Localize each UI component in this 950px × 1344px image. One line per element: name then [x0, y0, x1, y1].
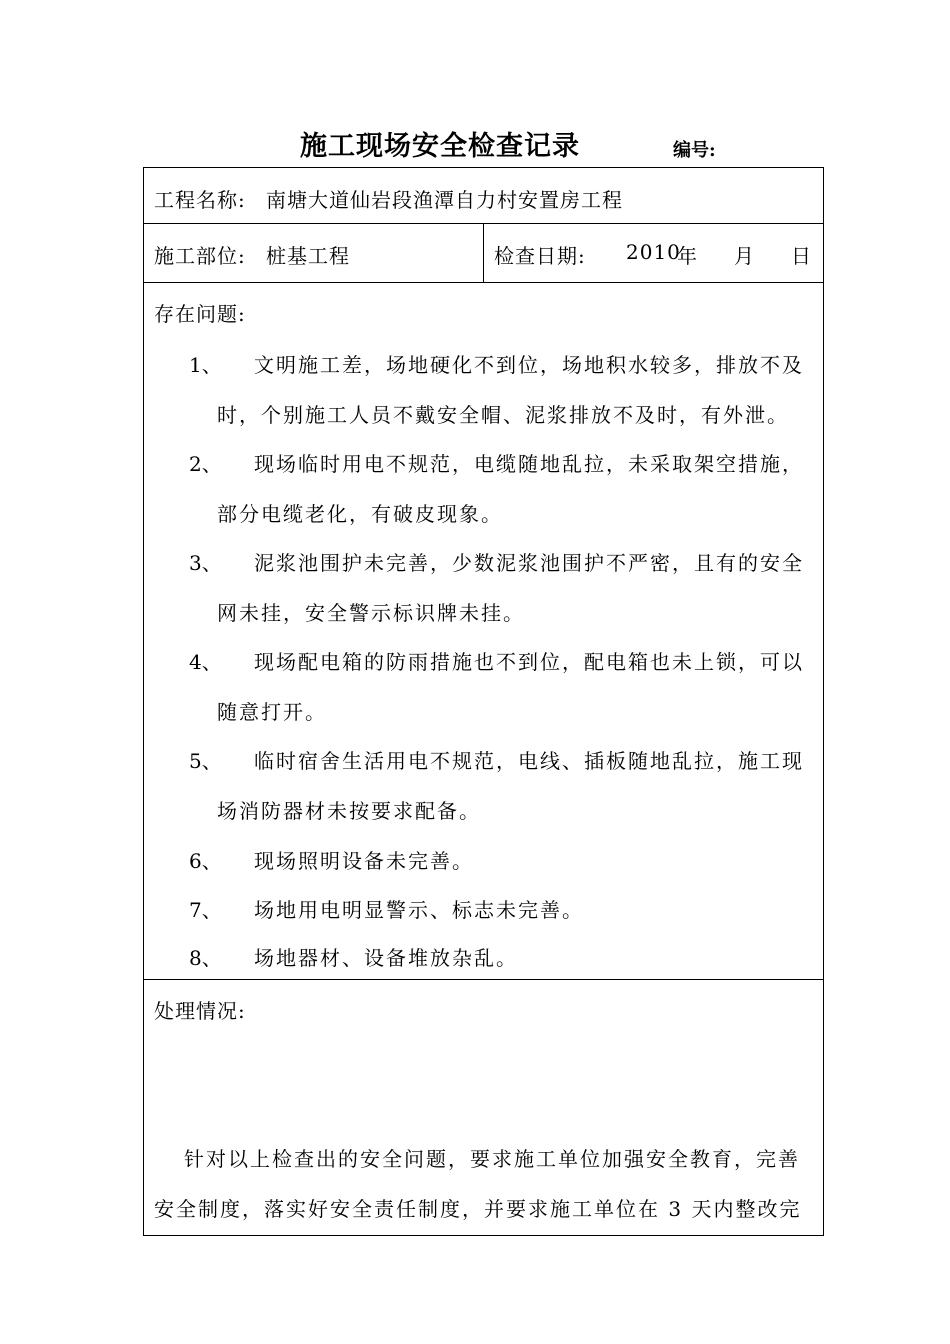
issue-number: 3、: [189, 551, 222, 575]
issue-text-line: 现场照明设备未完善。: [254, 849, 474, 873]
issue-text-line: 文明施工差，场地硬化不到位，场地积水较多，排放不及: [254, 353, 804, 377]
issue-text-line: 现场配电箱的防雨措施也不到位，配电箱也未上锁，可以: [254, 650, 804, 674]
month-unit: 月: [734, 244, 755, 268]
issue-number: 4、: [189, 650, 222, 674]
year-unit: 年: [677, 244, 698, 268]
project-row: [144, 168, 823, 224]
issue-number: 2、: [189, 452, 222, 476]
issue-number: 8、: [189, 946, 222, 970]
issue-text-line: 随意打开。: [217, 700, 327, 724]
serial-number-label: 编号:: [673, 140, 716, 161]
page-title: 施工现场安全检查记录: [300, 131, 580, 162]
day-unit: 日: [791, 244, 812, 268]
inspection-record-table: [143, 167, 824, 1236]
issue-text-line: 场地用电明显警示、标志未完善。: [254, 898, 584, 922]
project-name-label: 工程名称:: [154, 188, 246, 212]
inspection-year: 2010: [626, 240, 681, 264]
issue-number: 1、: [189, 353, 222, 377]
inspection-date-label: 检查日期:: [494, 244, 586, 268]
project-name-value: 南塘大道仙岩段渔潭自力村安置房工程: [266, 188, 623, 212]
handling-section: [144, 979, 823, 1235]
issues-label: 存在问题:: [154, 302, 246, 326]
handling-text-line: 安全制度，落实好安全责任制度，并要求施工单位在 3 天内整改完: [154, 1197, 802, 1221]
issue-text-line: 场消防器材未按要求配备。: [217, 799, 481, 823]
location-date-row: [144, 223, 823, 283]
construction-part-value: 桩基工程: [266, 244, 350, 268]
issue-number: 5、: [189, 749, 222, 773]
issue-number: 6、: [189, 849, 222, 873]
issues-section: [144, 282, 823, 980]
issue-text-line: 临时宿舍生活用电不规范，电线、插板随地乱拉，施工现: [254, 749, 804, 773]
column-divider: [483, 223, 484, 282]
issue-text-line: 泥浆池围护未完善，少数泥浆池围护不严密，且有的安全: [254, 551, 804, 575]
issue-text-line: 时，个别施工人员不戴安全帽、泥浆排放不及时，有外泄。: [217, 403, 789, 427]
issue-text-line: 现场临时用电不规范，电缆随地乱拉，未采取架空措施，: [254, 452, 804, 476]
handling-label: 处理情况:: [154, 999, 246, 1023]
issue-text-line: 场地器材、设备堆放杂乱。: [254, 946, 518, 970]
issue-text-line: 部分电缆老化，有破皮现象。: [217, 502, 503, 526]
issue-number: 7、: [189, 898, 222, 922]
construction-part-label: 施工部位:: [154, 244, 246, 268]
handling-text-line: 针对以上检查出的安全问题，要求施工单位加强安全教育，完善: [184, 1147, 800, 1171]
issue-text-line: 网未挂，安全警示标识牌未挂。: [217, 601, 525, 625]
